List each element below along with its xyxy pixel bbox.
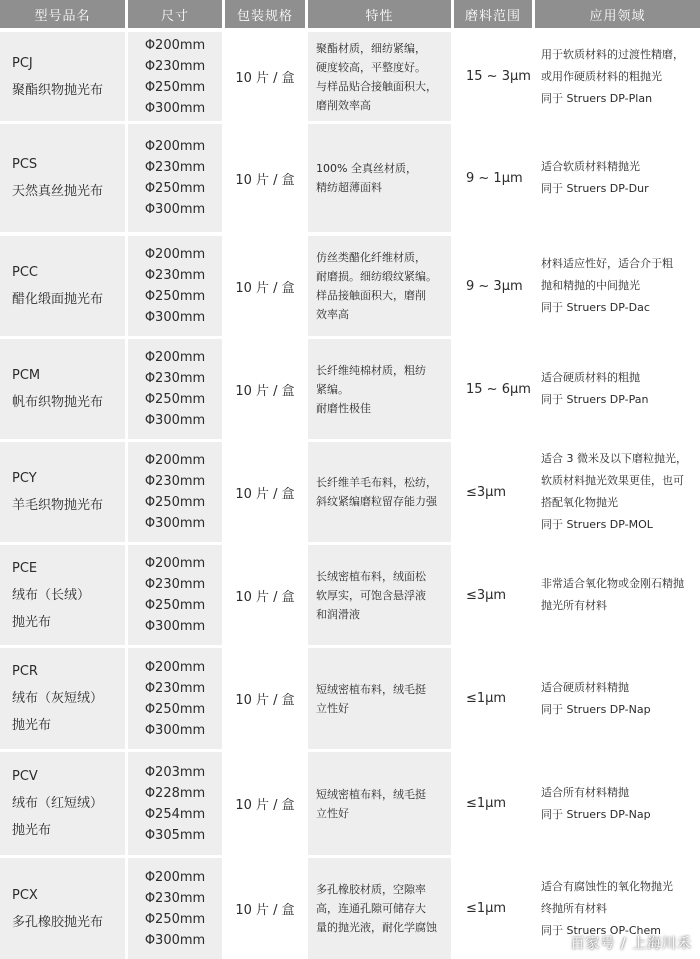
model-name-line: 抛光布	[12, 614, 52, 630]
application-line: 用于软质材料的过渡性精磨，	[541, 47, 684, 61]
size-cell	[128, 545, 222, 645]
packaging-cell	[225, 442, 305, 542]
feature-line: 仿丝类醋化纤维材质，	[316, 251, 426, 264]
feature-line: 短绒密植布料，绒毛挺	[316, 682, 426, 696]
size-value: Φ300mm	[144, 100, 206, 116]
model-code: PCE	[12, 560, 38, 576]
model-name-cell	[0, 339, 125, 439]
size-value: Φ230mm	[144, 268, 206, 283]
model-name-line: 抛光布	[12, 718, 52, 733]
packaging-cell	[225, 545, 305, 645]
abrasive-range-value: 9 ~ 1μm	[466, 170, 523, 186]
abrasive-range-value: 15 ~ 3μm	[466, 69, 531, 84]
application-cell	[535, 32, 700, 121]
packaging-value: 10 片 / 盒	[235, 486, 295, 502]
feature-line: 耐磨性极佳	[316, 401, 371, 415]
size-value: Φ300mm	[144, 413, 206, 428]
size-value: Φ250mm	[144, 79, 206, 95]
size-value: Φ254mm	[144, 806, 206, 822]
abrasive-range-cell	[454, 339, 532, 439]
packaging-value: 10 片 / 盒	[235, 71, 295, 86]
application-line: 适合有腐蚀性的氧化物抛光	[541, 879, 673, 893]
feature-line: 高，连通孔隙可储存大	[316, 902, 426, 915]
packaging-value: 10 片 / 盒	[235, 798, 295, 813]
abrasive-range-value: ≤1μm	[466, 796, 507, 811]
size-value: Φ200mm	[144, 869, 206, 885]
application-line: 同于 Struers DP-Pan	[541, 393, 649, 406]
size-value: Φ200mm	[144, 453, 206, 468]
feature-line: 效率高	[316, 308, 349, 321]
model-code: PCV	[12, 769, 38, 784]
application-cell	[535, 752, 700, 855]
abrasive-range-cell	[454, 32, 532, 121]
application-line: 终抛所有材料	[541, 901, 607, 915]
application-line: 同于 Struers DP-Nap	[541, 807, 651, 821]
feature-line: 与样品贴合接触面积大，	[316, 79, 437, 93]
size-value: Φ250mm	[144, 392, 206, 407]
packaging-value: 10 片 / 盒	[235, 280, 295, 296]
features-cell	[308, 648, 451, 749]
packaging-cell	[225, 858, 305, 959]
size-value: Φ230mm	[144, 577, 206, 592]
model-name-line: 绒布（灰短绒）	[12, 691, 104, 706]
size-value: Φ300mm	[144, 932, 206, 948]
model-name-cell	[0, 752, 125, 855]
feature-line: 样品接触面积大，磨削	[316, 289, 426, 302]
feature-line: 量的抛光液，耐化学腐蚀	[316, 921, 437, 934]
size-cell	[128, 236, 222, 336]
size-value: Φ300mm	[144, 516, 206, 531]
size-value: Φ200mm	[144, 247, 206, 262]
model-code: PCS	[12, 157, 38, 172]
model-name-cell	[0, 858, 125, 959]
application-line: 抛和精抛的中间抛光	[541, 279, 640, 292]
feature-line: 长绒密植布料，绒面松	[316, 569, 426, 583]
size-value: Φ305mm	[144, 827, 206, 843]
header-size: 尺寸	[128, 0, 222, 28]
application-line: 适合所有材料精抛	[541, 785, 629, 799]
application-line: 同于 Struers OP-Chem	[541, 923, 661, 937]
size-value: Φ200mm	[144, 659, 206, 675]
size-value: Φ230mm	[144, 680, 206, 696]
feature-line: 硬度较高，平整度好。	[316, 60, 426, 74]
application-cell	[535, 545, 700, 645]
model-name-line: 绒布（红短绒）	[12, 796, 104, 811]
feature-line: 软厚实，可饱含悬浮液	[316, 588, 426, 602]
packaging-cell	[225, 752, 305, 855]
header-application: 应用领域	[535, 0, 700, 28]
size-cell	[128, 442, 222, 542]
abrasive-range-cell	[454, 236, 532, 336]
features-cell	[308, 339, 451, 439]
model-name-cell	[0, 648, 125, 749]
features-cell	[308, 545, 451, 645]
feature-line: 聚酯材质，细纺紧编，	[316, 41, 426, 55]
feature-line: 立性好	[316, 806, 349, 820]
model-name-cell	[0, 442, 125, 542]
packaging-cell	[225, 648, 305, 749]
abrasive-range-value: 15 ~ 6μm	[466, 381, 531, 397]
application-line: 适合硬质材料精抛	[541, 680, 629, 694]
abrasive-range-cell	[454, 648, 532, 749]
size-value: Φ200mm	[144, 556, 206, 571]
application-line: 同于 Struers DP-Nap	[541, 702, 651, 716]
feature-line: 100% 全真丝材质，	[316, 162, 417, 175]
size-value: Φ230mm	[144, 890, 206, 906]
header-features: 特性	[308, 0, 451, 28]
size-value: Φ230mm	[144, 160, 206, 175]
feature-line: 立性好	[316, 701, 349, 715]
size-value: Φ300mm	[144, 310, 206, 325]
feature-line: 长纤维纯棉材质，粗纺	[316, 363, 426, 377]
packaging-cell	[225, 236, 305, 336]
abrasive-range-cell	[454, 442, 532, 542]
application-line: 非常适合氧化物或金刚石精抛	[541, 577, 684, 590]
size-cell	[128, 752, 222, 855]
size-value: Φ228mm	[144, 785, 206, 801]
size-value: Φ300mm	[144, 202, 206, 217]
model-name-line: 醋化缎面抛光布	[12, 292, 104, 307]
application-line: 同于 Struers DP-Plan	[541, 91, 653, 105]
packaging-cell	[225, 124, 305, 232]
model-name-line: 绒布（长绒）	[12, 587, 91, 603]
header-packaging: 包装规格	[225, 0, 305, 28]
size-cell	[128, 648, 222, 749]
size-cell	[128, 858, 222, 959]
packaging-value: 10 片 / 盒	[235, 383, 295, 399]
feature-line: 短绒密植布料，绒毛挺	[316, 787, 426, 801]
size-value: Φ250mm	[144, 495, 206, 510]
watermark: 百家号 / 上海川禾	[570, 936, 692, 952]
application-line: 同于 Struers DP-MOL	[541, 518, 653, 531]
feature-line: 多孔橡胶材质，空隙率	[316, 883, 426, 896]
application-line: 适合硬质材料的粗抛	[541, 371, 640, 384]
abrasive-range-value: ≤1μm	[466, 901, 507, 916]
packaging-value: 10 片 / 盒	[235, 589, 295, 605]
model-code: PCY	[12, 471, 37, 486]
application-line: 材料适应性好，适合介于粗	[541, 257, 673, 270]
model-code: PCJ	[12, 55, 33, 71]
size-value: Φ300mm	[144, 619, 206, 634]
application-cell	[535, 236, 700, 336]
model-name-cell	[0, 124, 125, 232]
features-cell	[308, 442, 451, 542]
abrasive-range-cell	[454, 858, 532, 959]
abrasive-range-value: ≤1μm	[466, 691, 507, 706]
abrasive-range-value: 9 ~ 3μm	[466, 278, 523, 294]
packaging-cell	[225, 32, 305, 121]
size-value: Φ300mm	[144, 722, 206, 738]
feature-line: 精纺超薄面料	[316, 181, 382, 194]
feature-line: 耐磨损。细纺缎纹紧编。	[316, 270, 437, 283]
application-line: 适合 3 微米及以下磨粒抛光，	[541, 452, 687, 465]
size-value: Φ230mm	[144, 371, 206, 386]
features-cell	[308, 236, 451, 336]
application-line: 同于 Struers DP-Dac	[541, 301, 650, 314]
application-line: 抛光所有材料	[541, 599, 607, 612]
feature-line: 紧编。	[316, 382, 349, 396]
size-value: Φ250mm	[144, 598, 206, 613]
size-value: Φ203mm	[144, 764, 206, 780]
size-cell	[128, 32, 222, 121]
packaging-value: 10 片 / 盒	[235, 172, 295, 188]
model-name-line: 羊毛织物抛光布	[12, 498, 104, 513]
size-value: Φ250mm	[144, 289, 206, 304]
size-value: Φ230mm	[144, 474, 206, 489]
size-value: Φ250mm	[144, 911, 206, 927]
features-cell	[308, 124, 451, 232]
size-cell	[128, 124, 222, 232]
application-line: 适合软质材料精抛光	[541, 160, 640, 173]
packaging-value: 10 片 / 盒	[235, 903, 295, 918]
model-name-line: 抛光布	[12, 823, 52, 838]
abrasive-range-cell	[454, 545, 532, 645]
feature-line: 磨削效率高	[316, 98, 371, 112]
model-code: PCX	[12, 887, 38, 903]
abrasive-range-cell	[454, 124, 532, 232]
model-code: PCC	[12, 265, 38, 280]
model-name-line: 天然真丝抛光布	[12, 184, 104, 199]
application-line: 软质材料抛光效果更佳，也可	[541, 474, 684, 487]
application-cell	[535, 648, 700, 749]
features-cell	[308, 32, 451, 121]
model-name-line: 帆布织物抛光布	[12, 395, 104, 410]
feature-line: 和润滑液	[316, 607, 360, 621]
model-name-cell	[0, 32, 125, 121]
size-value: Φ250mm	[144, 701, 206, 717]
application-line: 搭配氧化物抛光	[541, 496, 618, 509]
header-abrasive-range: 磨料范围	[454, 0, 532, 28]
size-value: Φ250mm	[144, 181, 206, 196]
size-value: Φ200mm	[144, 350, 206, 365]
application-line: 同于 Struers DP-Dur	[541, 182, 649, 195]
abrasive-range-cell	[454, 752, 532, 855]
model-code: PCM	[12, 368, 41, 383]
size-value: Φ200mm	[144, 37, 206, 53]
size-value: Φ200mm	[144, 139, 206, 154]
application-cell	[535, 124, 700, 232]
model-code: PCR	[12, 664, 38, 679]
abrasive-range-value: ≤3μm	[466, 484, 507, 500]
model-name-cell	[0, 545, 125, 645]
features-cell	[308, 858, 451, 959]
application-cell	[535, 339, 700, 439]
features-cell	[308, 752, 451, 855]
packaging-cell	[225, 339, 305, 439]
feature-line: 斜纹紧编磨粒留存能力强	[316, 495, 437, 508]
size-cell	[128, 339, 222, 439]
feature-line: 长纤维羊毛布料，松纺，	[316, 476, 437, 489]
abrasive-range-value: ≤3μm	[466, 587, 507, 603]
model-name-cell	[0, 236, 125, 336]
header-model-name: 型号品名	[0, 0, 125, 28]
packaging-value: 10 片 / 盒	[235, 693, 295, 708]
size-value: Φ230mm	[144, 58, 206, 74]
model-name-line: 聚酯织物抛光布	[12, 82, 104, 98]
application-line: 或用作硬质材料的粗抛光	[541, 69, 662, 83]
model-name-line: 多孔橡胶抛光布	[12, 914, 104, 930]
application-cell	[535, 442, 700, 542]
